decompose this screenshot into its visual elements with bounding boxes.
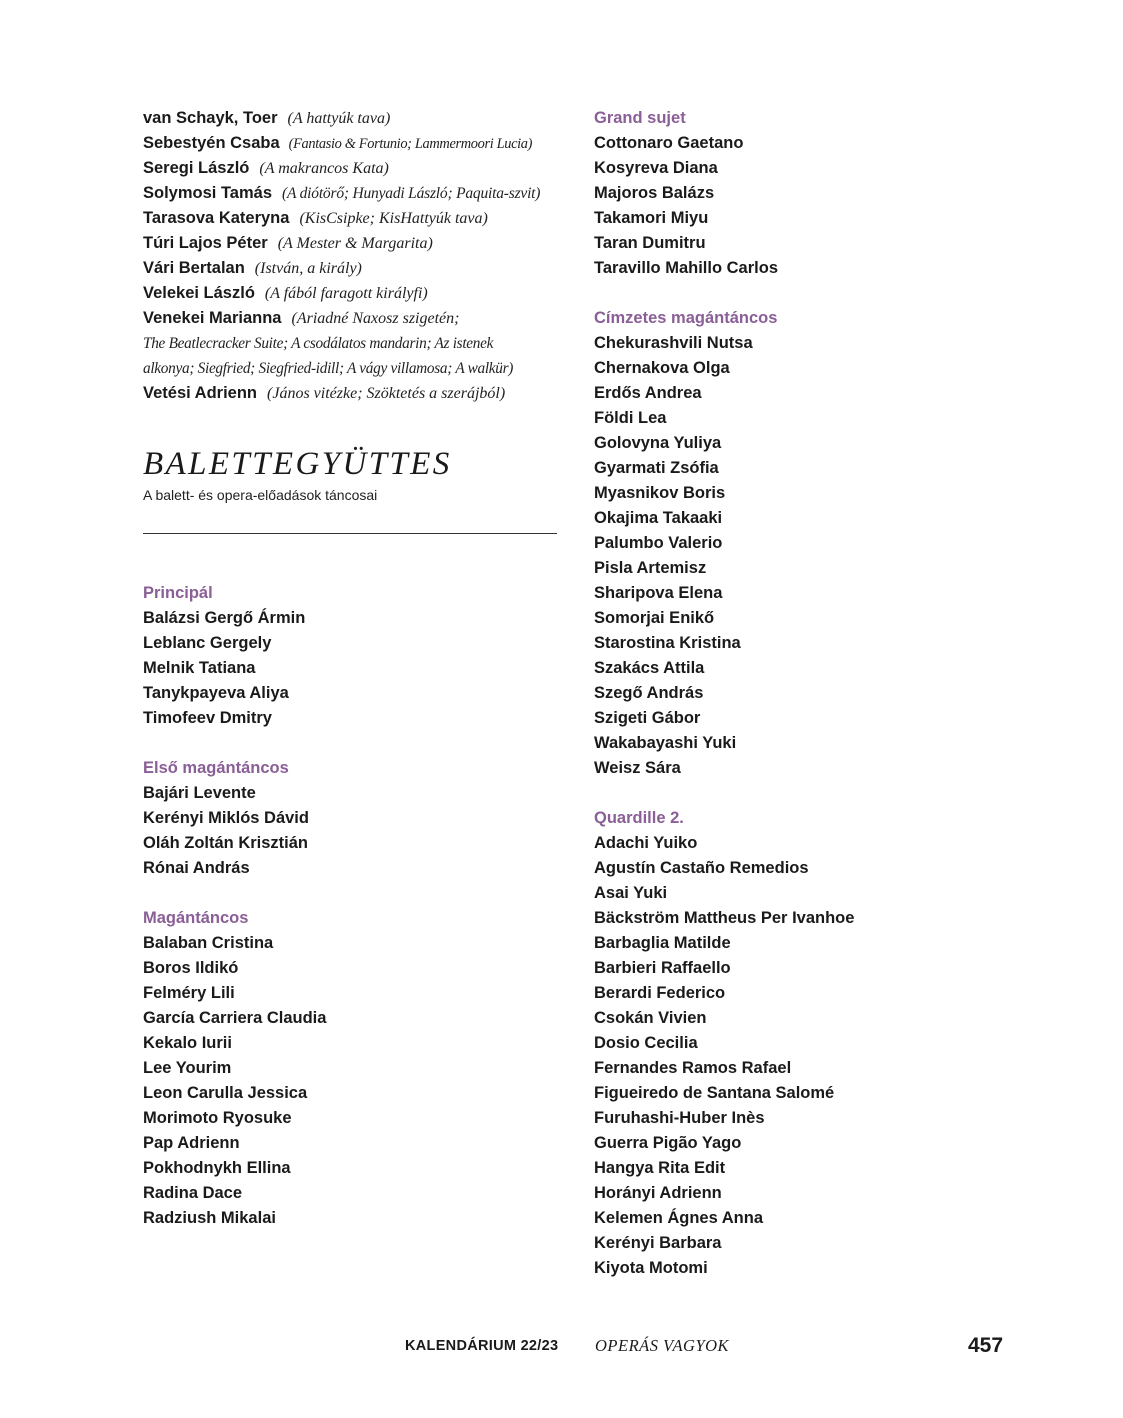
- dancer-name: Taran Dumitru: [594, 234, 706, 252]
- dancer-name: Hangya Rita Edit: [594, 1159, 726, 1177]
- dancer-name: Lee Yourim: [143, 1059, 232, 1077]
- list-item: Seregi László (A makrancos Kata): [143, 159, 389, 177]
- ensemble-right-column: [594, 106, 1014, 1281]
- dancer-name: Felméry Lili: [143, 984, 235, 1002]
- dancer-name: Szigeti Gábor: [594, 709, 701, 727]
- page-number: 457: [968, 1334, 1004, 1357]
- dancer-name: Bäckström Mattheus Per Ivanhoe: [594, 909, 855, 927]
- list-item: Solymosi Tamás (A diótörő; Hunyadi László; Paquita-szvit): [143, 184, 541, 202]
- dancer-name: Figueiredo de Santana Salomé: [594, 1084, 835, 1102]
- dancer-name: Guerra Pigão Yago: [594, 1134, 742, 1152]
- footer-tagline: OPERÁS VAGYOK: [595, 1336, 730, 1355]
- dancer-name: Leblanc Gergely: [143, 634, 272, 652]
- section-subtitle: A balett- és opera-előadások táncosai: [143, 487, 378, 503]
- dancer-name: Starostina Kristina: [594, 634, 741, 652]
- dancer-name: Rónai András: [143, 859, 250, 877]
- list-item: Vetési Adrienn (János vitézke; Szöktetés a szerájból): [143, 384, 506, 402]
- ensemble-left-column: [143, 581, 563, 1231]
- dancer-name: Kerényi Barbara: [594, 1234, 722, 1252]
- dancer-name: Pap Adrienn: [143, 1134, 240, 1152]
- dancer-name: Balázsi Gergő Ármin: [143, 609, 306, 627]
- dancer-name: Chernakova Olga: [594, 359, 730, 377]
- dancer-name: Timofeev Dmitry: [143, 709, 272, 727]
- dancer-name: Radina Dace: [143, 1184, 243, 1202]
- list-item-continuation: alkonya; Siegfried; Siegfried-idill; A vágy villamosa; A walkür): [143, 360, 514, 377]
- dancer-name: Oláh Zoltán Krisztián: [143, 834, 309, 852]
- dancer-name: Weisz Sára: [594, 759, 681, 777]
- dancer-name: Kelemen Ágnes Anna: [594, 1209, 764, 1227]
- dancer-name: Pokhodnykh Ellina: [143, 1159, 291, 1177]
- rank-heading-first-soloist: Első magántáncos: [143, 759, 289, 777]
- dancer-name: Chekurashvili Nutsa: [594, 334, 753, 352]
- list-item: Vári Bertalan (István, a király): [143, 259, 362, 277]
- dancer-name: Cottonaro Gaetano: [594, 134, 744, 152]
- dancer-name: Taravillo Mahillo Carlos: [594, 259, 778, 277]
- dancer-name: Melnik Tatiana: [143, 659, 256, 677]
- dancer-name: Kosyreva Diana: [594, 159, 718, 177]
- list-item: van Schayk, Toer (A hattyúk tava): [143, 109, 391, 127]
- dancer-name: Fernandes Ramos Rafael: [594, 1059, 792, 1077]
- dancer-name: Takamori Miyu: [594, 209, 709, 227]
- dancer-name: Kerényi Miklós Dávid: [143, 809, 309, 827]
- dancer-name: Adachi Yuiko: [594, 834, 698, 852]
- rank-heading-quadrille: Quardille 2.: [594, 809, 684, 827]
- dancer-name: Szakács Attila: [594, 659, 705, 677]
- section-title: BALETTEGYÜTTES: [143, 446, 452, 482]
- dancer-name: Barbieri Raffaello: [594, 959, 731, 977]
- dancer-name: Dosio Cecilia: [594, 1034, 698, 1052]
- dancer-name: Leon Carulla Jessica: [143, 1084, 308, 1102]
- list-item: Túri Lajos Péter (A Mester & Margarita): [143, 234, 433, 252]
- dancer-name: Okajima Takaaki: [594, 509, 723, 527]
- dancer-name: Sharipova Elena: [594, 584, 723, 602]
- rank-heading-principal: Principál: [143, 584, 213, 602]
- dancer-name: Morimoto Ryosuke: [143, 1109, 292, 1127]
- dancer-name: Kekalo Iurii: [143, 1034, 232, 1052]
- dancer-name: Agustín Castaño Remedios: [594, 859, 809, 877]
- dancer-name: Barbaglia Matilde: [594, 934, 731, 952]
- dancer-name: Furuhashi-Huber Inès: [594, 1109, 765, 1127]
- dancer-name: Somorjai Enikő: [594, 609, 715, 627]
- dancer-name: Boros Ildikó: [143, 959, 239, 977]
- rank-heading-titular-soloist: Címzetes magántáncos: [594, 309, 778, 327]
- dancer-name: Bajári Levente: [143, 784, 256, 802]
- dancer-name: Tanykpayeva Aliya: [143, 684, 289, 702]
- dancer-name: Radziush Mikalai: [143, 1209, 276, 1227]
- choreographers-list: [143, 106, 563, 406]
- dancer-name: Kiyota Motomi: [594, 1259, 708, 1277]
- dancer-name: Erdős Andrea: [594, 384, 702, 402]
- footer-publication: KALENDÁRIUM 22/23: [405, 1338, 559, 1354]
- dancer-name: Földi Lea: [594, 409, 667, 427]
- dancer-name: Gyarmati Zsófia: [594, 459, 719, 477]
- dancer-name: García Carriera Claudia: [143, 1009, 327, 1027]
- dancer-name: Palumbo Valerio: [594, 534, 723, 552]
- list-item: Venekei Marianna (Ariadné Naxosz szigetén;: [143, 309, 460, 327]
- dancer-name: Wakabayashi Yuki: [594, 734, 737, 752]
- dancer-name: Asai Yuki: [594, 884, 668, 902]
- dancer-name: Myasnikov Boris: [594, 484, 726, 502]
- dancer-name: Szegő András: [594, 684, 704, 702]
- list-item-continuation: The Beatlecracker Suite; A csodálatos mandarin; Az istenek: [143, 335, 494, 352]
- dancer-name: Golovyna Yuliya: [594, 434, 722, 452]
- rank-heading-soloist: Magántáncos: [143, 909, 249, 927]
- dancer-name: Berardi Federico: [594, 984, 726, 1002]
- dancer-name: Balaban Cristina: [143, 934, 274, 952]
- divider: [143, 533, 557, 534]
- ensemble-header: [143, 444, 557, 504]
- rank-heading-grand-sujet: Grand sujet: [594, 109, 686, 127]
- list-item: Sebestyén Csaba (Fantasio & Fortunio; Lammermoori Lucia): [143, 134, 533, 152]
- dancer-name: Csokán Vivien: [594, 1009, 707, 1027]
- dancer-name: Horányi Adrienn: [594, 1184, 722, 1202]
- list-item: Velekei László (A fából faragott királyfi): [143, 284, 428, 302]
- list-item: Tarasova Kateryna (KisCsipke; KisHattyúk tava): [143, 209, 488, 227]
- dancer-name: Pisla Artemisz: [594, 559, 707, 577]
- dancer-name: Majoros Balázs: [594, 184, 715, 202]
